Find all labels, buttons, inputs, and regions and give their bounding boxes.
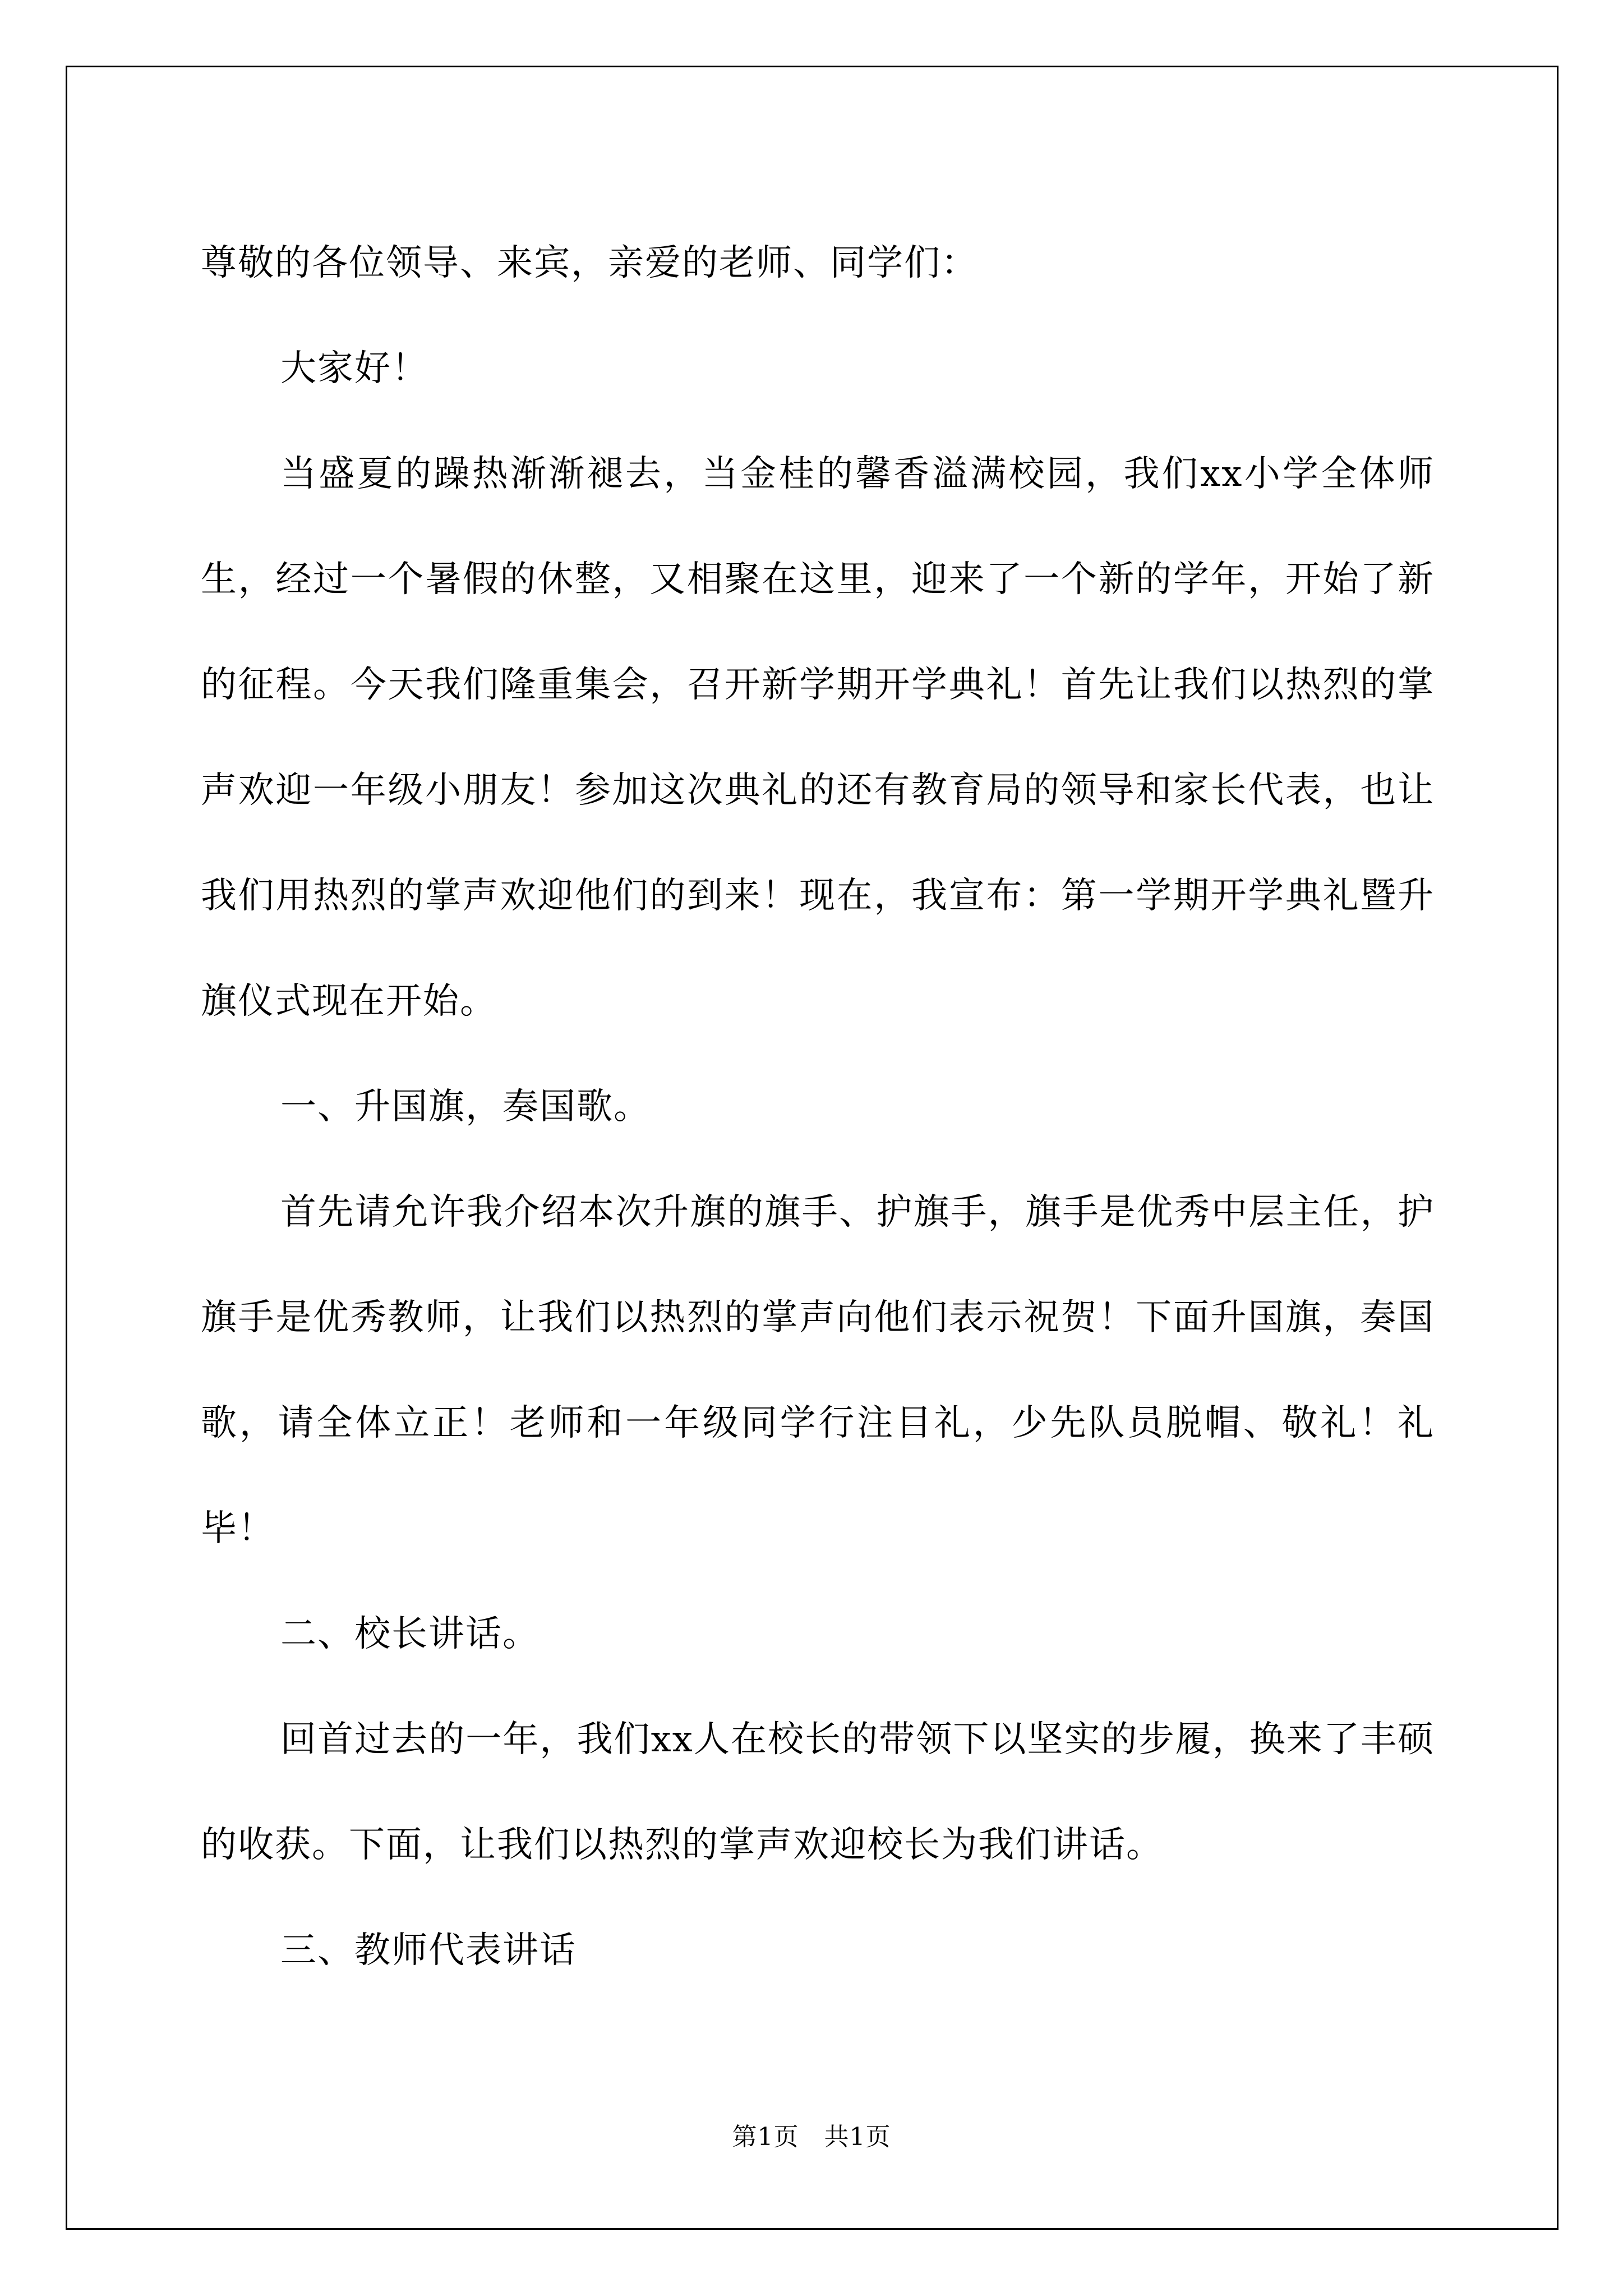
paragraph-principal-speech: 回首过去的一年，我们xx人在校长的带领下以坚实的步履，换来了丰硕的收获。下面，让我们以热烈的掌声欢迎校长为我们讲话。 xyxy=(201,1719,1435,1866)
paragraph-greeting: 大家好！ xyxy=(280,348,428,389)
heading-flag-raising: 一、升国旗，奏国歌。 xyxy=(280,1086,651,1128)
salutation: 尊敬的各位领导、来宾，亲爱的老师、同学们： xyxy=(201,242,978,284)
document-body xyxy=(201,210,1435,2003)
heading-teacher-speech: 三、教师代表讲话 xyxy=(280,1930,577,1971)
paragraph-flag-raising: 首先请允许我介绍本次升旗的旗手、护旗手，旗手是优秀中层主任，护旗手是优秀教师，让我们以热烈的掌声向他们表示祝贺！下面升国旗，奏国歌，请全体立正！老师和一年级同学行注目礼，少先队员脱帽、敬礼！礼毕！ xyxy=(201,1191,1435,1549)
page-number: 第1页 共1页 xyxy=(732,2123,891,2151)
paragraph-opening: 当盛夏的躁热渐渐褪去，当金桂的馨香溢满校园，我们xx小学全体师生，经过一个暑假的休整，又相聚在这里，迎来了一个新的学年，开始了新的征程。今天我们隆重集会，召开新学期开学典礼！首先让我们以热烈的掌声欢迎一年级小朋友！参加这次典礼的还有教育局的领导和家长代表，也让我们用热烈的掌声欢迎他们的到来！现在，我宣布：第一学期开学典礼暨升旗仪式现在开始。 xyxy=(201,453,1435,1022)
heading-principal-speech: 二、校长讲话。 xyxy=(280,1613,540,1655)
